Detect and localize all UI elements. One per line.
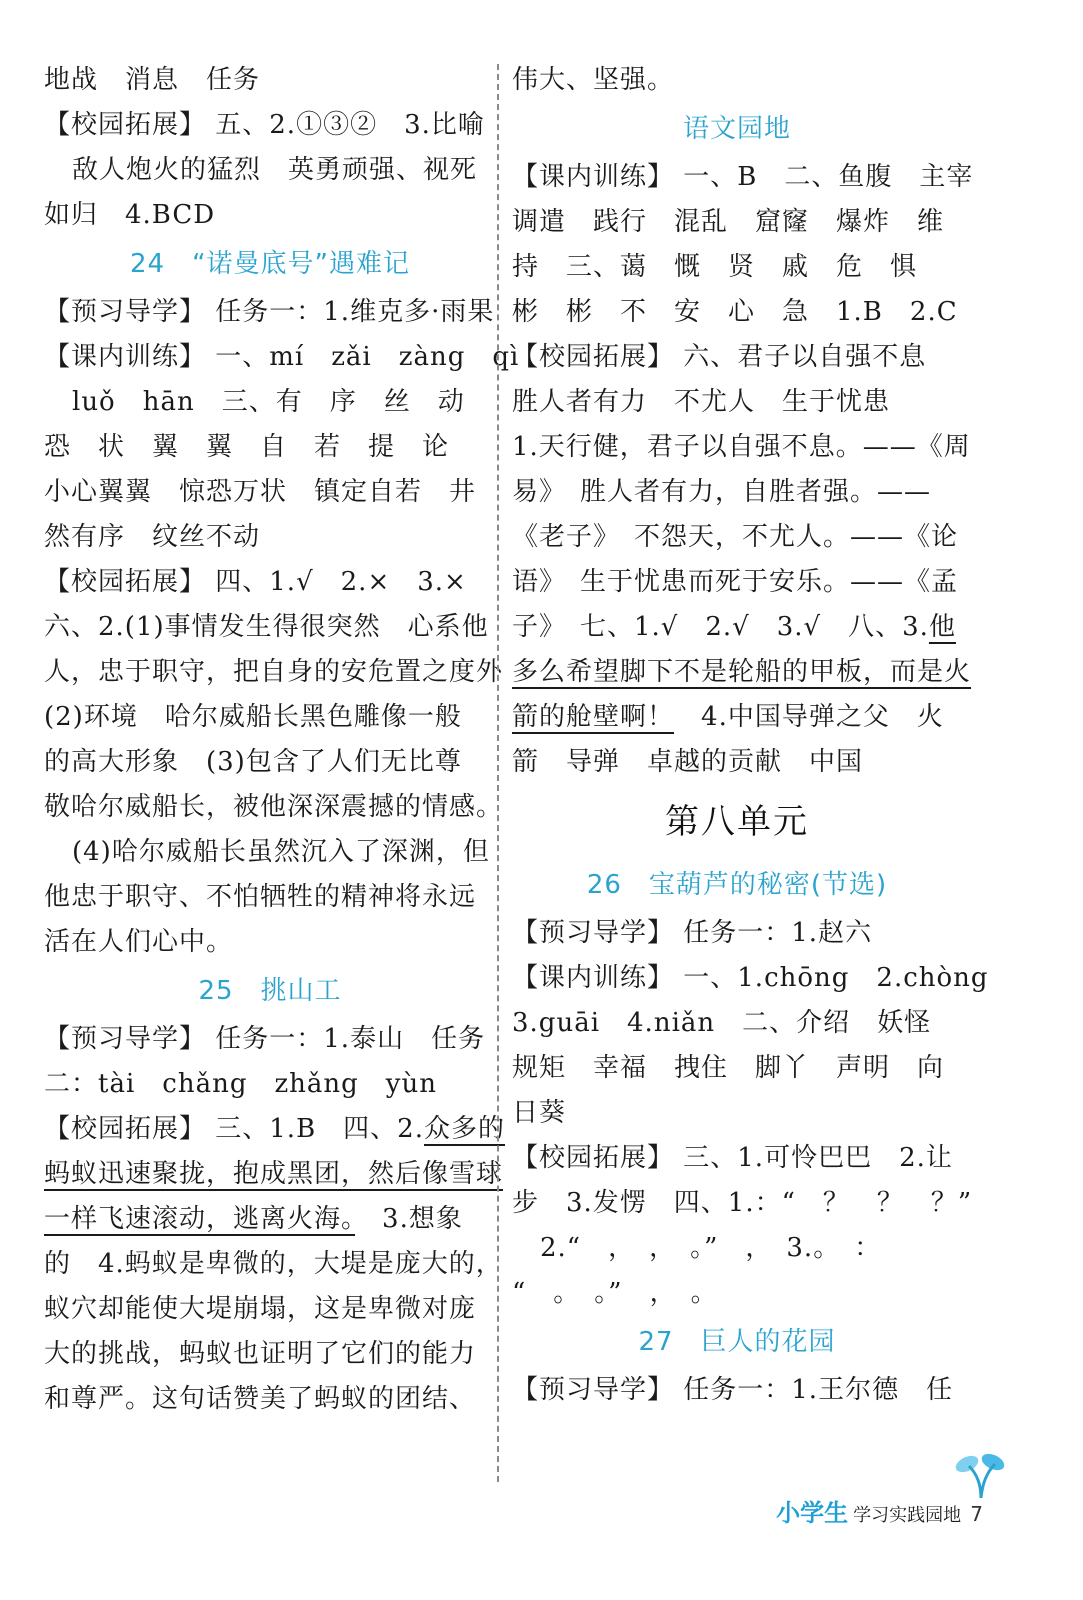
text-part: 子》 七、1.√ 2.√ 3.√ 八、3.: [512, 612, 929, 642]
text-line: (2)环境 哈尔威船长黑色雕像一般: [44, 702, 462, 732]
text-line: 彬 彬 不 安 心 急 1.B 2.C: [512, 297, 958, 327]
left-column: [44, 58, 520, 1422]
text-line: 【课内训练】 一、B 二、鱼腹 主宰: [512, 162, 974, 192]
text-line: 和尊严。这句话赞美了蚂蚁的团结、: [44, 1384, 477, 1414]
footer-tagline: 学习实践园地: [853, 1505, 962, 1526]
text-line: 敌人炮火的猛烈 英勇顽强、视死: [72, 155, 478, 185]
lesson-heading-25: 25 挑山工: [198, 976, 342, 1006]
text-line: 2.“ ， ， 。” ， 3.。 ：: [540, 1233, 882, 1263]
column-divider: [497, 64, 499, 1482]
underlined-answer: 众多的: [424, 1114, 506, 1144]
page-footer: [776, 1493, 983, 1528]
text-line: 地战 消息 任务: [44, 65, 261, 95]
text-line: [512, 605, 962, 650]
text-line: 持 三、蔼 慨 贤 戚 危 惧: [512, 252, 918, 282]
underlined-answer: 箭的舱壁啊！: [512, 702, 675, 732]
text-part: 3.想象: [382, 1204, 463, 1234]
text-line: [44, 1152, 504, 1197]
text-line: 人，忠于职守，把自身的安危置之度外: [44, 657, 504, 687]
text-line: [44, 1107, 506, 1152]
text-line: 【课内训练】 一、1.chōng 2.chòng: [512, 963, 989, 993]
text-line: 【预习导学】 任务一：1.维克多·雨果: [44, 297, 495, 327]
text-line: 【预习导学】 任务一：1.泰山 任务: [44, 1024, 486, 1054]
underlined-answer: 一样飞速滚动，逃离火海。: [44, 1204, 356, 1234]
underlined-answer: 多么希望脚下不是轮船的甲板，而是火: [512, 657, 972, 687]
text-line: 【校园拓展】 三、1.可怜巴巴 2.让: [512, 1143, 953, 1173]
text-line: 【预习导学】 任务一：1.赵六: [512, 918, 873, 948]
text-line: 胜人者有力 不尤人 生于忧患: [512, 387, 891, 417]
text-line: 【课内训练】 一、mí zǎi zàng qì: [44, 342, 520, 372]
text-line: 如归 4.BCD: [44, 200, 216, 230]
text-line: 调遣 践行 混乱 窟窿 爆炸 维: [512, 207, 945, 237]
text-line: 伟大、坚强。: [512, 65, 675, 95]
text-line: 二：tài chǎng zhǎng yùn: [44, 1069, 437, 1099]
text-line: 活在人们心中。: [44, 927, 234, 957]
text-line: 【预习导学】 任务一：1.王尔德 任: [512, 1375, 954, 1405]
text-line: (4)哈尔威船长虽然沉入了深渊，但: [72, 837, 490, 867]
text-line: 语》 生于忧患而死于安乐。——《孟: [512, 567, 959, 597]
text-line: [512, 650, 972, 695]
text-line: 【校园拓展】 六、君子以自强不息: [512, 342, 927, 372]
right-column: [512, 58, 989, 1413]
text-line: 的高大形象 (3)包含了人们无比尊: [44, 747, 462, 777]
text-line: 蚁穴却能使大堤崩塌，这是卑微对庞: [44, 1294, 477, 1324]
underlined-answer: 他: [928, 612, 956, 642]
text-line: 箭 导弹 卓越的贡献 中国: [512, 747, 864, 777]
text-line: [512, 695, 962, 740]
lesson-heading-26: 26 宝葫芦的秘密(节选): [586, 870, 888, 900]
text-line: 【校园拓展】 五、2.①③② 3.比喻: [44, 110, 485, 140]
text-line: [44, 1197, 496, 1242]
text-line: 1.天行健，君子以自强不息。——《周: [512, 432, 971, 462]
text-part: 【校园拓展】 三、1.B 四、2.: [44, 1114, 424, 1144]
text-line: 六、2.(1)事情发生得很突然 心系他: [44, 612, 489, 642]
text-line: 然有序 纹丝不动: [44, 522, 261, 552]
text-line: 易》 胜人者有力，自胜者强。——: [512, 477, 932, 507]
lesson-heading-24: 24 “诺曼底号”遇难记: [129, 249, 411, 279]
text-line: 的 4.蚂蚁是卑微的，大堤是庞大的，: [44, 1249, 503, 1279]
text-line: 日葵: [512, 1098, 567, 1128]
text-line: 小心翼翼 惊恐万状 镇定自若 井: [44, 477, 477, 507]
text-line: 【校园拓展】 四、1.√ 2.× 3.×: [44, 567, 467, 597]
text-line: 《老子》 不怨天，不尤人。——《论: [512, 522, 959, 552]
text-line: 步 3.发愣 四、1.：“ ？ ？ ？”: [512, 1188, 973, 1218]
footer-brand: 小学生: [776, 1499, 849, 1527]
unit-title: 第八单元: [665, 802, 809, 842]
text-line: 他忠于职守、不怕牺牲的精神将永远: [44, 882, 477, 912]
underlined-answer: 蚂蚁迅速聚拢，抱成黑团，然后像雪球: [44, 1159, 504, 1189]
section-heading-yuwen-yuandi: 语文园地: [682, 114, 791, 144]
text-part: 4.中国导弹之父 火: [701, 702, 944, 732]
text-line: 敬哈尔威船长，被他深深震撼的情感。: [44, 792, 504, 822]
text-line: 3.guāi 4.niǎn 二、介绍 妖怪: [512, 1008, 932, 1038]
text-line: luǒ hān 三、有 序 丝 动: [72, 387, 465, 417]
lesson-heading-27: 27 巨人的花园: [638, 1327, 836, 1357]
text-line: “ 。 。” ， 。: [512, 1278, 718, 1308]
page-number: 7: [970, 1502, 983, 1526]
text-line: 大的挑战，蚂蚁也证明了它们的能力: [44, 1339, 477, 1369]
text-line: 恐 状 翼 翼 自 若 提 论: [44, 432, 450, 462]
text-line: 规矩 幸福 拽住 脚丫 声明 向: [512, 1053, 945, 1083]
